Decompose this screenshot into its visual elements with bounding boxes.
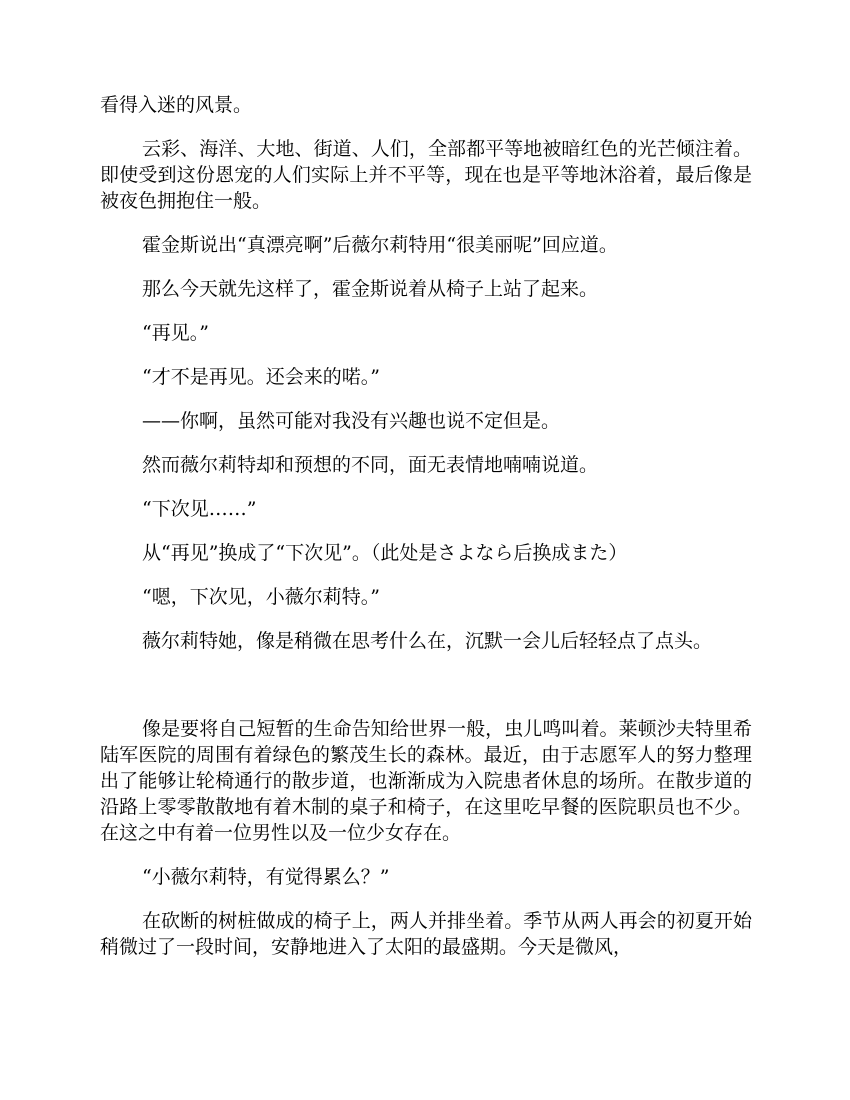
paragraph: 薇尔莉特她，像是稍微在思考什么在，沉默一会儿后轻轻点了点头。 bbox=[142, 630, 713, 652]
paragraph: “小薇尔莉特，有觉得累么？” bbox=[142, 866, 390, 888]
paragraph: 那么今天就先这样了，霍金斯说着从椅子上站了起来。 bbox=[142, 278, 599, 300]
paragraph: “才不是再见。还会来的喏。” bbox=[142, 366, 380, 388]
document-page bbox=[100, 92, 752, 978]
paragraph: 云彩、海洋、大地、街道、人们，全部都平等地被暗红色的光芒倾注着。即使受到这份恩宠的人们实际上并不平等，现在也是平等地沐浴着，最后像是被夜色拥抱住一般。 bbox=[100, 138, 752, 212]
paragraph: 看得入迷的风景。 bbox=[100, 94, 253, 116]
paragraph: 霍金斯说出“真漂亮啊”后薇尔莉特用“很美丽呢”回应道。 bbox=[142, 234, 618, 256]
section-break bbox=[100, 672, 752, 716]
paragraph: “嗯，下次见，小薇尔莉特。” bbox=[142, 586, 380, 608]
paragraph: “下次见……” bbox=[142, 498, 257, 520]
paragraph: “再见。” bbox=[142, 322, 209, 344]
paragraph: 然而薇尔莉特却和预想的不同，面无表情地喃喃说道。 bbox=[142, 454, 599, 476]
paragraph: 在砍断的树桩做成的椅子上，两人并排坐着。季节从两人再会的初夏开始稍微过了一段时间，安静地进入了太阳的最盛期。今天是微风， bbox=[100, 910, 752, 958]
paragraph: 从“再见”换成了“下次见”。（此处是さよなら后换成また） bbox=[142, 542, 628, 564]
paragraph: ——你啊，虽然可能对我没有兴趣也说不定但是。 bbox=[142, 410, 561, 432]
paragraph: 像是要将自己短暂的生命告知给世界一般，虫儿鸣叫着。莱顿沙夫特里希陆军医院的周围有着绿色的繁茂生长的森林。最近，由于志愿军人的努力整理出了能够让轮椅通行的散步道，也渐渐成为入院患者休息的场所。在散步道的沿路上零零散散地有着木制的桌子和椅子，在这里吃早餐的医院职员也不少。在这之中有着一位男性以及一位少女存在。 bbox=[100, 718, 752, 844]
